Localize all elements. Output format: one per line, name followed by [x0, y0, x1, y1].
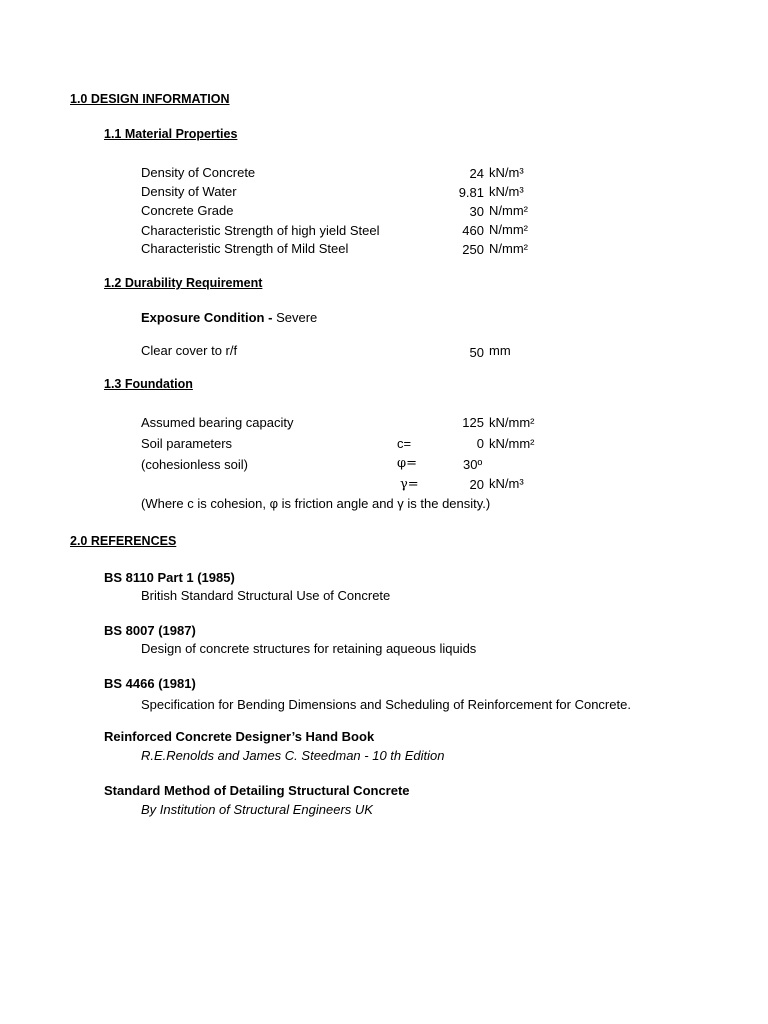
- material-value: 250: [462, 242, 484, 257]
- cohesionless-soil-label: (cohesionless soil): [141, 457, 248, 472]
- reference-title: BS 4466 (1981): [104, 676, 196, 691]
- foundation-note: (Where c is cohesion, φ is friction angle and γ is the density.): [141, 496, 491, 511]
- reference-title: BS 8007 (1987): [104, 623, 196, 638]
- clear-cover-label: Clear cover to r/f: [141, 343, 238, 358]
- cohesion-unit: kN/mm²: [489, 436, 535, 451]
- bearing-capacity-value: 125: [462, 415, 484, 430]
- clear-cover-value: 50: [469, 345, 484, 360]
- reference-description: By Institution of Structural Engineers UK: [141, 802, 373, 817]
- section-title-design-information: 1.0 DESIGN INFORMATION: [70, 92, 230, 106]
- reference-title: BS 8110 Part 1 (1985): [104, 570, 235, 585]
- material-value: 24: [469, 166, 484, 181]
- material-value: 9.81: [458, 185, 484, 200]
- density-symbol: γ=: [400, 477, 419, 492]
- reference-description: R.E.Renolds and James C. Steedman - 10 th Edition: [141, 748, 445, 763]
- clear-cover-unit: mm: [489, 343, 511, 358]
- subsection-title-foundation: 1.3 Foundation: [104, 377, 193, 391]
- soil-parameters-label: Soil parameters: [141, 436, 233, 451]
- friction-angle-symbol: φ=: [397, 456, 417, 471]
- material-value: 30: [469, 204, 484, 219]
- reference-description: Specification for Bending Dimensions and Scheduling of Reinforcement for Concrete.: [141, 697, 631, 712]
- bearing-capacity-label: Assumed bearing capacity: [141, 415, 294, 430]
- material-unit: kN/m³: [489, 165, 524, 180]
- material-label: Characteristic Strength of high yield Steel: [141, 223, 380, 238]
- cohesion-value: 0: [476, 436, 484, 451]
- exposure-condition: [141, 310, 317, 325]
- subsection-title-material-properties: 1.1 Material Properties: [104, 127, 238, 141]
- material-label: Density of Water: [141, 184, 237, 199]
- material-label: Characteristic Strength of Mild Steel: [141, 241, 349, 256]
- material-value: 460: [462, 223, 484, 238]
- density-value: 20: [469, 477, 484, 492]
- density-unit: kN/m³: [489, 476, 524, 491]
- reference-description: Design of concrete structures for retaining aqueous liquids: [141, 641, 477, 656]
- cohesion-symbol: c=: [397, 436, 412, 451]
- material-unit: N/mm²: [489, 203, 528, 218]
- friction-angle-value: 30º: [463, 457, 483, 472]
- material-unit: N/mm²: [489, 241, 528, 256]
- material-label: Concrete Grade: [141, 203, 234, 218]
- material-unit: kN/m³: [489, 184, 524, 199]
- exposure-value: Severe: [276, 310, 318, 325]
- bearing-capacity-unit: kN/mm²: [489, 415, 535, 430]
- material-unit: N/mm²: [489, 222, 528, 237]
- reference-title: Reinforced Concrete Designer’s Hand Book: [104, 729, 375, 744]
- exposure-label: Exposure Condition -: [141, 310, 273, 325]
- section-title-references: 2.0 REFERENCES: [70, 534, 177, 548]
- material-label: Density of Concrete: [141, 165, 256, 180]
- subsection-title-durability: 1.2 Durability Requirement: [104, 276, 263, 290]
- reference-title: Standard Method of Detailing Structural Concrete: [104, 783, 410, 798]
- reference-description: British Standard Structural Use of Concrete: [141, 588, 391, 603]
